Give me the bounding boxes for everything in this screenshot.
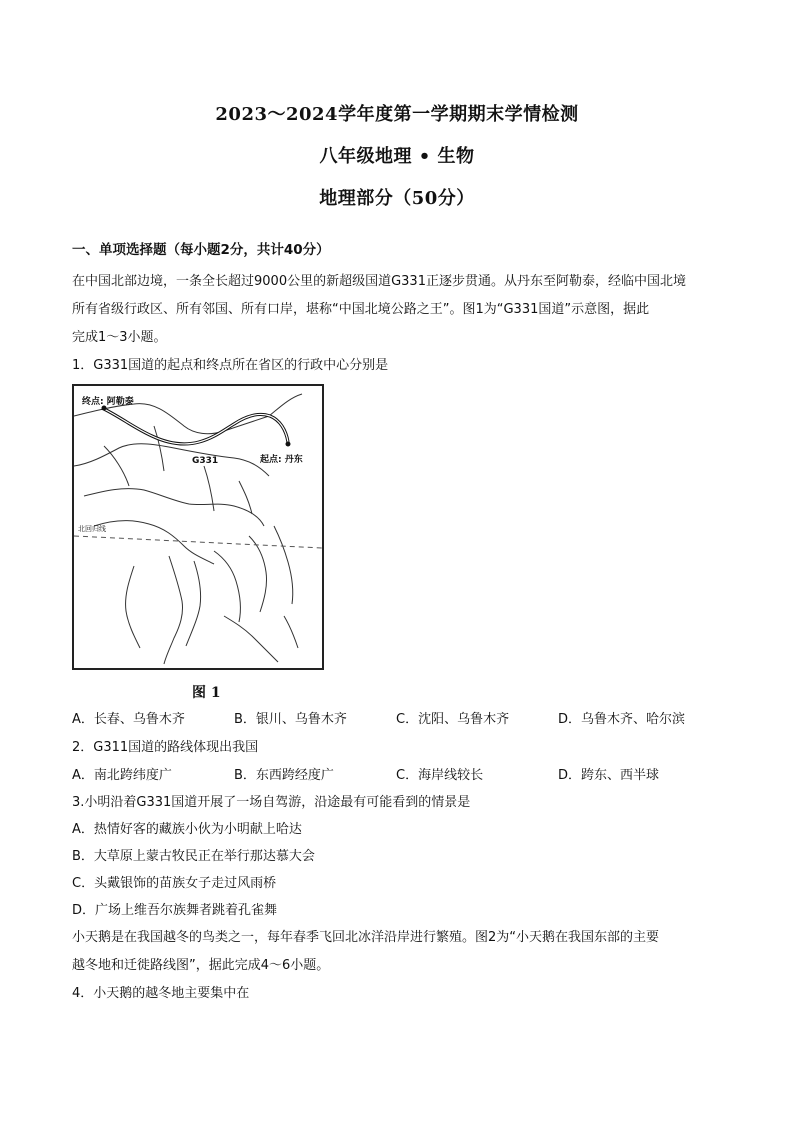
intro-line-1: 在中国北部边境，一条全长超过9000公里的新超级国道G331正逐步贯通。从丹东至阿勒泰，经临中国北境 — [72, 274, 686, 289]
q1-option-b[interactable]: B．银川、乌鲁木齐 — [234, 712, 347, 727]
question-2-options — [72, 764, 732, 782]
exam-title: 2023～2024学年度第一学期期末学情检测 — [215, 104, 579, 125]
tropic-line — [74, 536, 322, 548]
map-label-end: 终点: 阿勒泰 — [82, 397, 134, 407]
map-label-start: 起点: 丹东 — [260, 455, 303, 465]
map-label-road: G331 — [192, 456, 219, 466]
passage-2-line-1: 小天鹅是在我国越冬的鸟类之一，每年春季飞回北冰洋沿岸进行繁殖。图2为“小天鹅在我国东部的主要 — [72, 930, 660, 945]
q3-option-a[interactable]: A．热情好客的藏族小伙为小明献上哈达 — [72, 822, 302, 837]
intro-line-2: 所有省级行政区、所有邻国、所有口岸，堪称“中国北境公路之王”。图1为“G331国道”示意图，据此 — [72, 302, 650, 317]
q3-option-b[interactable]: B．大草原上蒙古牧民正在举行那达慕大会 — [72, 849, 315, 864]
start-point-marker — [286, 442, 291, 447]
intro-line-3: 完成1～3小题。 — [72, 330, 167, 345]
section-heading: 一、单项选择题（每小题2分，共计40分） — [72, 242, 330, 258]
question-3-stem: 3.小明沿着G331国道开展了一场自驾游，沿途最有可能看到的情景是 — [72, 795, 471, 810]
g331-route — [102, 408, 288, 444]
question-1-options — [72, 708, 732, 726]
q3-option-c[interactable]: C．头戴银饰的苗族女子走过风雨桥 — [72, 876, 277, 891]
question-2-stem: 2．G311国道的路线体现出我国 — [72, 740, 259, 755]
figure-1-caption: 图 1 — [192, 685, 221, 701]
figure-1-map — [72, 384, 324, 670]
q2-option-d[interactable]: D．跨东、西半球 — [558, 768, 660, 783]
q2-option-a[interactable]: A．南北跨纬度广 — [72, 768, 172, 783]
q1-option-a[interactable]: A．长春、乌鲁木齐 — [72, 712, 185, 727]
map-label-tropic: 北回归线 — [78, 525, 106, 533]
q1-option-c[interactable]: C．沈阳、乌鲁木齐 — [396, 712, 510, 727]
exam-subtitle: 八年级地理 • 生物 — [319, 146, 475, 167]
q3-option-d[interactable]: D．广场上维吾尔族舞者跳着孔雀舞 — [72, 903, 278, 918]
map-drawing — [74, 386, 322, 668]
q2-option-c[interactable]: C．海岸线较长 — [396, 768, 484, 783]
question-4-stem: 4．小天鹅的越冬地主要集中在 — [72, 986, 250, 1001]
passage-2-line-2: 越冬地和迁徙路线图”，据此完成4～6小题。 — [72, 958, 330, 973]
q1-option-d[interactable]: D．乌鲁木齐、哈尔滨 — [558, 712, 686, 727]
question-1-stem: 1．G331国道的起点和终点所在省区的行政中心分别是 — [72, 358, 389, 373]
q2-option-b[interactable]: B．东西跨经度广 — [234, 768, 334, 783]
exam-part-title: 地理部分（50分） — [319, 188, 475, 209]
